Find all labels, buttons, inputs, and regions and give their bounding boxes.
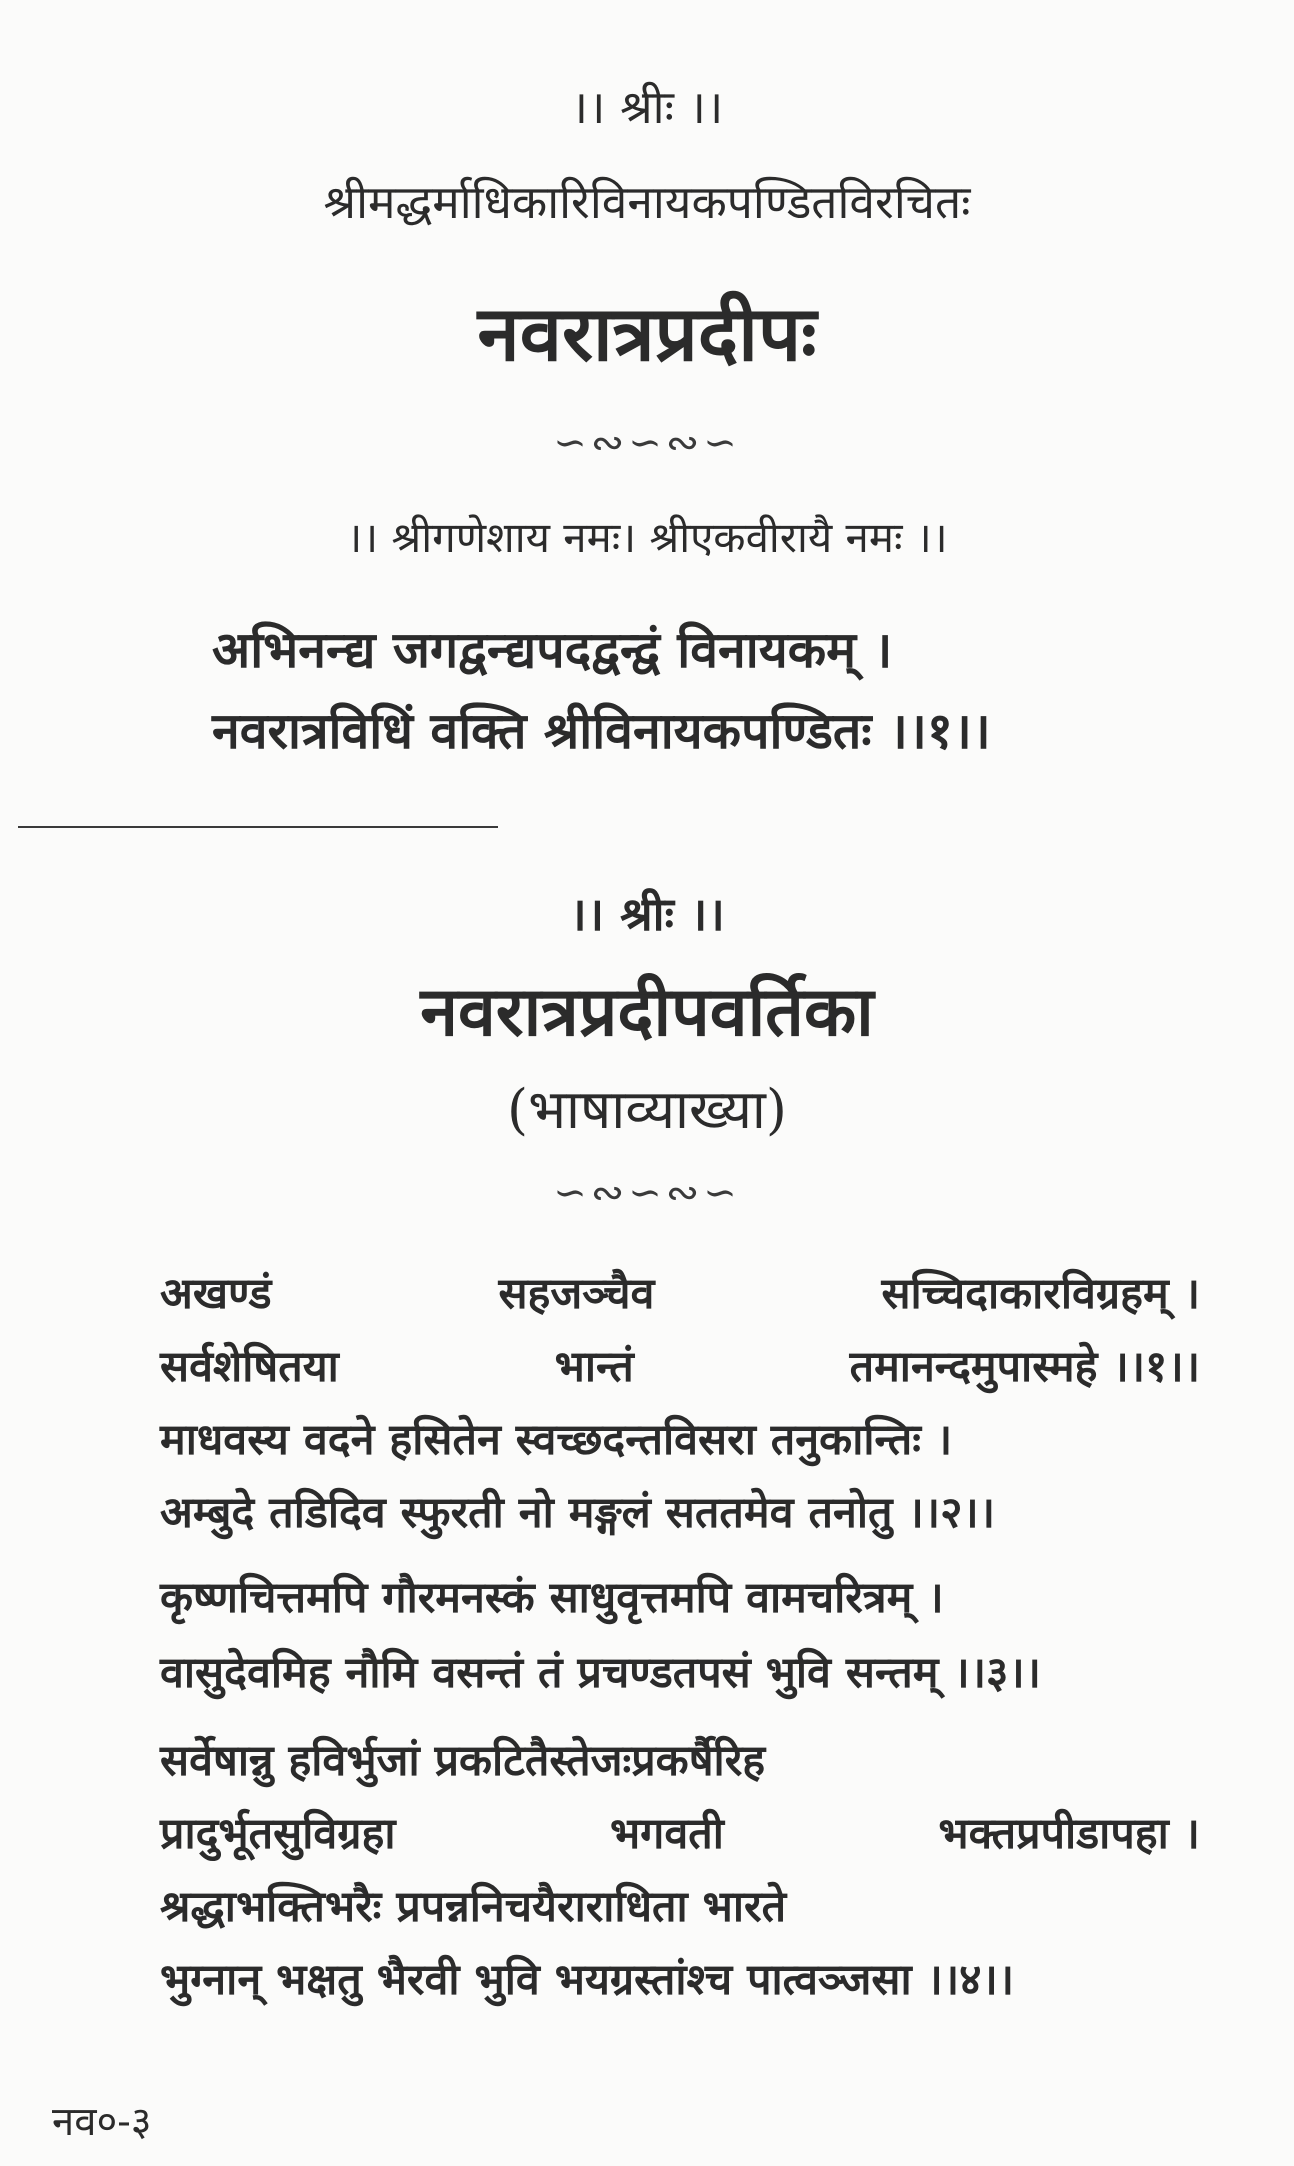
verse-line: सर्वेषान्नु हविर्भुजां प्रकटितैस्तेजःप्रकर्षैरिह	[160, 1736, 766, 1786]
ornament-divider: ∽∾∽∾∽	[553, 1170, 741, 1216]
verse-word: अखण्डं	[160, 1269, 272, 1319]
verse-line	[160, 1802, 1200, 1861]
ornament-divider: ∽∾∽∾∽	[553, 420, 741, 466]
verse-word: भगवती	[609, 1809, 724, 1859]
verse1-line2: नवरात्रविधिं वक्ति श्रीविनायकपण्डितः ।।१।।	[212, 701, 991, 760]
page-signature: नव०-३	[52, 2099, 152, 2145]
verse-line: वासुदेवमिह नौमि वसन्तं तं प्रचण्डतपसं भुवि सन्तम् ।।३।।	[160, 1648, 1041, 1698]
verse-word: सर्वशेषितया	[160, 1342, 339, 1392]
verse-word: भक्तप्रपीडापहा ।	[938, 1809, 1200, 1859]
header-shri: ।। श्रीः ।।	[570, 80, 724, 134]
commentary-shri: ।। श्रीः ।।	[569, 887, 725, 941]
page-title: नवरात्रप्रदीपः	[477, 289, 817, 378]
verse-line	[160, 1335, 1200, 1394]
verse-word: प्रादुर्भूतसुविग्रहा	[160, 1809, 396, 1859]
verse-word: तमानन्दमुपास्महे ।।१।।	[849, 1342, 1200, 1392]
verse-line: अम्बुदे तडिदिव स्फुरती नो मङ्गलं सततमेव तनोतु ।।२।।	[160, 1488, 996, 1538]
verse-line: श्रद्धाभक्तिभरैः प्रपन्ननिचयैराराधिता भारते	[160, 1882, 787, 1932]
verse1-line1: अभिनन्द्य जगद्वन्द्यपदद्वन्द्वं विनायकम् ।	[212, 620, 893, 679]
verse-line: माधवस्य वदने हसितेन स्वच्छदन्तविसरा तनुकान्तिः ।	[160, 1415, 953, 1465]
commentary-title: नवरात्रप्रदीपवर्तिका	[420, 972, 874, 1052]
invocation: ।। श्रीगणेशाय नमः। श्रीएकवीरायै नमः ।।	[346, 513, 948, 562]
commentary-subtitle: (भाषाव्याख्या)	[507, 1078, 787, 1141]
verse-word: भान्तं	[554, 1342, 634, 1392]
verse-line: कृष्णचित्तमपि गौरमनस्कं साधुवृत्तमपि वामचरित्रम् ।	[160, 1573, 944, 1623]
verse-line	[160, 1262, 1200, 1321]
verse-word: सच्चिदाकारविग्रहम् ।	[881, 1269, 1200, 1319]
verse-line: भुग्नान् भक्षतु भैरवी भुवि भयग्रस्तांश्च पात्वञ्जसा ।।४।।	[160, 1955, 1015, 2005]
verse-word: सहजञ्चैव	[498, 1269, 655, 1319]
footnote-rule	[18, 826, 498, 828]
author-line: श्रीमद्धर्माधिकारिविनायकपण्डितविरचितः	[323, 175, 971, 229]
